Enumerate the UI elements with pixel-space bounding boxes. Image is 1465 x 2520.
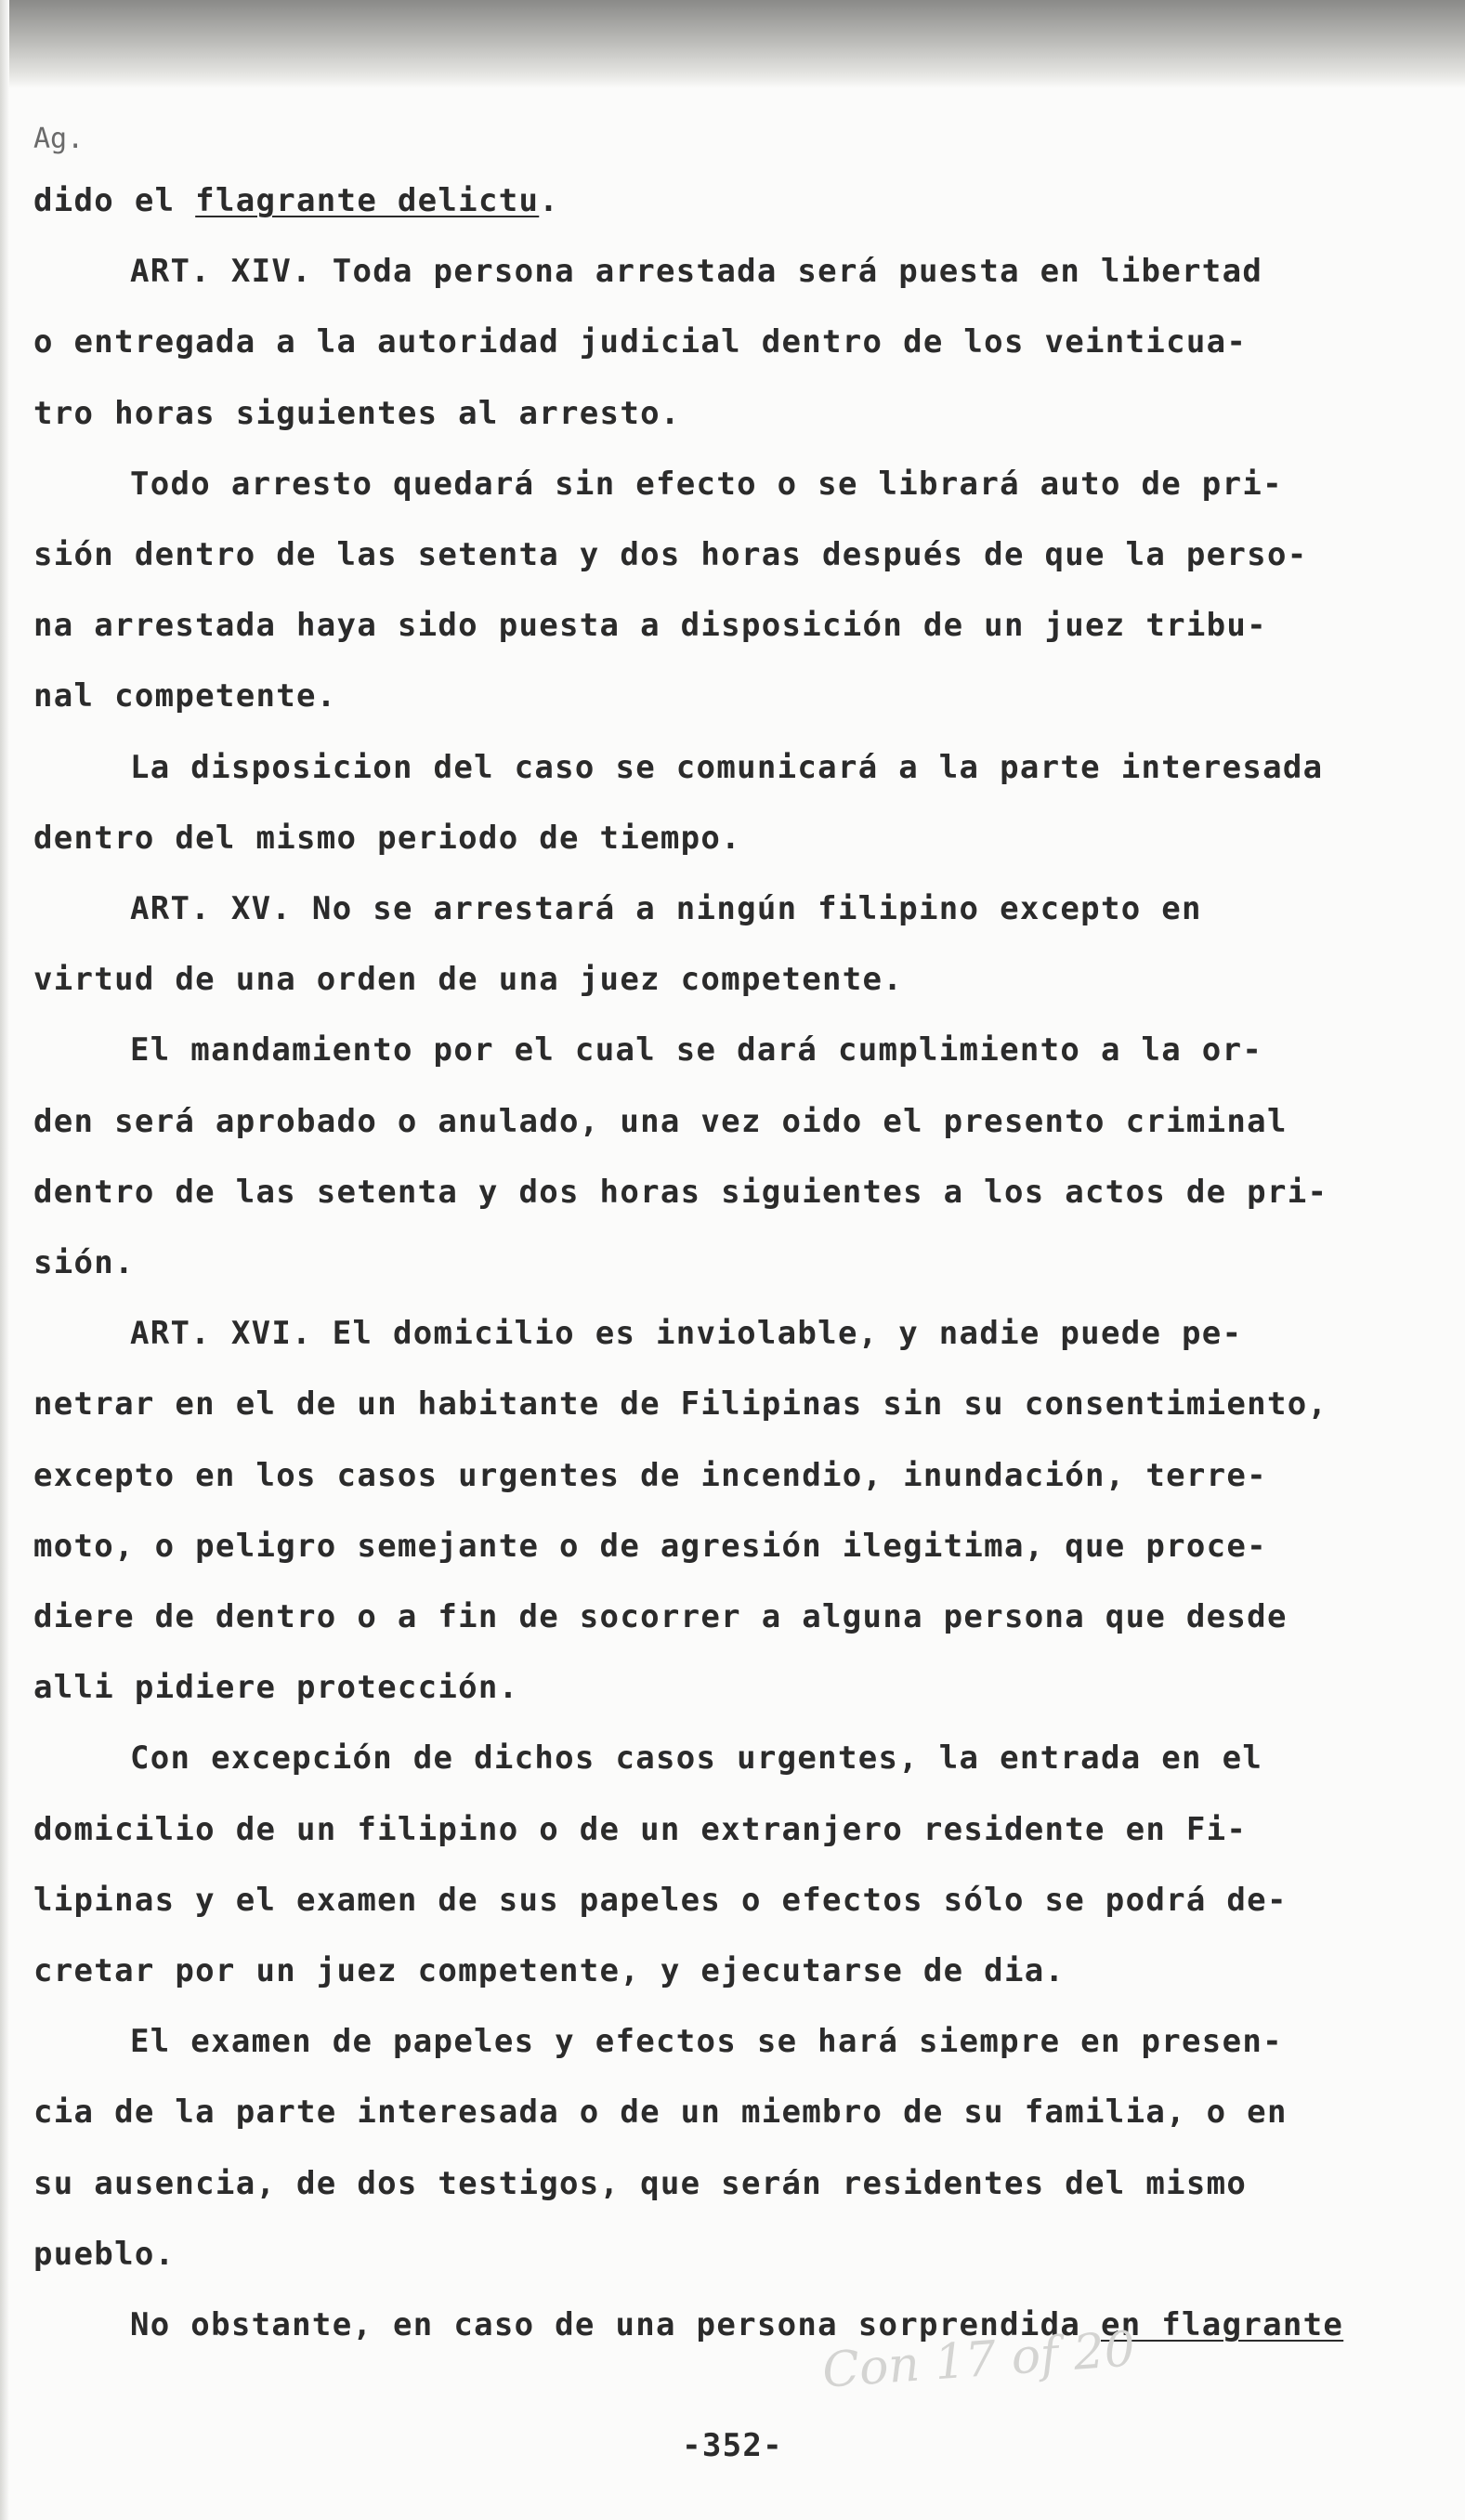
- text-line: [33, 1103, 1288, 1140]
- text-segment: den será aprobado o anulado, una vez oido el presento criminal: [33, 1102, 1288, 1140]
- text-line: [33, 1528, 1267, 1565]
- text-segment: tro horas siguientes al arresto.: [33, 394, 681, 432]
- text-line: [130, 1739, 1262, 1777]
- text-segment: sión.: [33, 1244, 135, 1281]
- text-line: [33, 820, 741, 857]
- text-line: [33, 1952, 1065, 1989]
- text-line: [33, 1457, 1267, 1494]
- text-segment: netrar en el de un habitante de Filipinas sin su consentimiento,: [33, 1385, 1328, 1424]
- text-segment: ART. XIV. Toda persona arrestada será puesta en libertad: [130, 253, 1263, 291]
- text-segment: alli pidiere protección.: [33, 1669, 519, 1707]
- text-line: [33, 1244, 135, 1281]
- text-segment: El mandamiento por el cual se dará cumplimiento a la or-: [130, 1031, 1263, 1070]
- text-segment: El examen de papeles y efectos se hará siempre en presen-: [130, 2023, 1283, 2061]
- text-line: [33, 2093, 1288, 2131]
- text-line: [33, 2165, 1247, 2202]
- text-segment: nal competente.: [33, 677, 337, 715]
- text-line: [33, 1669, 518, 1706]
- text-line: [33, 677, 337, 715]
- text-line: [33, 961, 903, 998]
- page-number: -352-: [682, 2427, 783, 2464]
- text-segment: domicilio de un filipino o de un extranjero residente en Fi-: [33, 1810, 1248, 1848]
- text-segment: cretar por un juez competente, y ejecutarse de dia.: [33, 1952, 1066, 1989]
- text-line: [130, 890, 1202, 927]
- text-segment: dentro del mismo periodo de tiempo.: [33, 819, 741, 857]
- text-line: [33, 323, 1247, 361]
- text-segment: La disposicion del caso se comunicará a la parte interesada: [130, 748, 1324, 786]
- text-line: [33, 182, 559, 219]
- text-line: [33, 1385, 1328, 1423]
- handwritten-note: Con 17 of 20: [820, 2321, 1137, 2399]
- text-line: [130, 2306, 1343, 2343]
- text-line: [130, 1315, 1242, 1352]
- text-segment: sión dentro de las setenta y dos horas después de que la perso-: [33, 536, 1308, 573]
- text-line: [33, 395, 681, 432]
- text-segment: moto, o peligro semejante o de agresión ilegitima, que proce-: [33, 1527, 1267, 1565]
- text-segment: virtud de una orden de una juez competente.: [33, 961, 904, 999]
- text-segment: o entregada a la autoridad judicial dentro de los veinticua-: [33, 323, 1248, 361]
- text-segment: su ausencia, de dos testigos, que serán residentes del mismo: [33, 2164, 1248, 2202]
- text-segment: lipinas y el examen de sus papeles o efectos sólo se podrá de-: [33, 1881, 1288, 1919]
- text-line: [130, 2023, 1283, 2060]
- text-segment: Todo arresto quedará sin efecto o se librará auto de pri-: [130, 465, 1283, 503]
- text-segment: pueblo.: [33, 2235, 176, 2273]
- text-line: [33, 1174, 1328, 1211]
- text-line: [33, 1882, 1288, 1919]
- margin-mark: Ag.: [33, 123, 85, 155]
- text-segment: dentro de las setenta y dos horas siguientes a los actos de pri-: [33, 1173, 1328, 1211]
- text-segment: No obstante, en caso de una persona sorprendida: [130, 2306, 1101, 2343]
- text-segment: diere de dentro o a fin de socorrer a alguna persona que desde: [33, 1598, 1288, 1635]
- text-segment: cia de la parte interesada o de un miembro de su familia, o en: [33, 2093, 1288, 2132]
- text-segment: ART. XVI. El domicilio es inviolable, y nadie puede pe-: [130, 1315, 1243, 1353]
- text-line: [33, 607, 1267, 644]
- text-line: [33, 2236, 175, 2273]
- text-segment: .: [539, 182, 560, 219]
- text-line: [130, 253, 1262, 290]
- text-segment: ART. XV. No se arrestará a ningún filipino excepto en: [130, 890, 1202, 927]
- text-line: [33, 1598, 1288, 1635]
- text-segment: na arrestada haya sido puesta a disposición de un juez tribu-: [33, 607, 1267, 645]
- text-segment: excepto en los casos urgentes de incendio, inundación, terre-: [33, 1456, 1267, 1494]
- underlined-phrase: flagrante delictu: [195, 182, 540, 219]
- text-line: [130, 749, 1323, 786]
- text-segment: dido el: [33, 182, 196, 219]
- text-line: [33, 536, 1308, 573]
- text-segment: Con excepción de dichos casos urgentes, la entrada en el: [130, 1739, 1263, 1778]
- text-line: [33, 1811, 1247, 1848]
- text-line: [130, 466, 1283, 503]
- text-line: [130, 1031, 1262, 1069]
- underlined-phrase: en flagrante: [1100, 2306, 1344, 2343]
